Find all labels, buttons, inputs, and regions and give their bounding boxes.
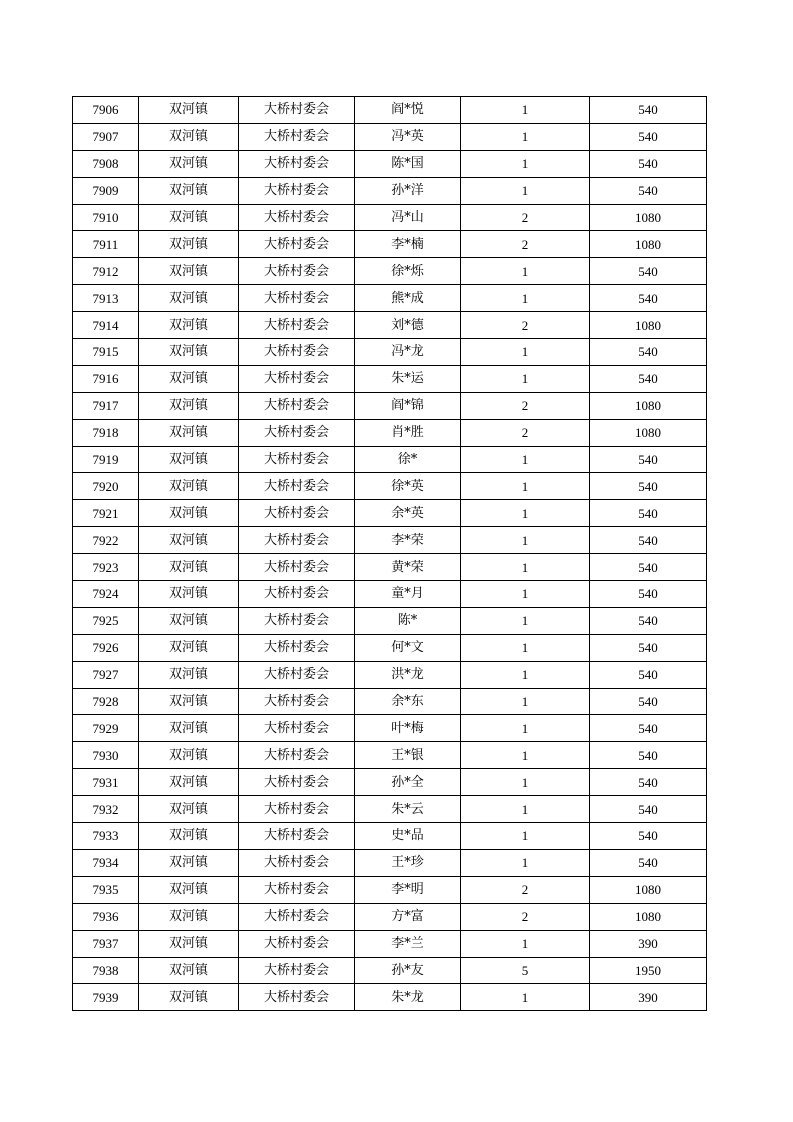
cell-person-count: 1 bbox=[461, 339, 590, 366]
cell-person-count: 2 bbox=[461, 419, 590, 446]
cell-person-count: 1 bbox=[461, 688, 590, 715]
table-row bbox=[73, 823, 707, 850]
cell-person-count: 2 bbox=[461, 392, 590, 419]
cell-person-count: 1 bbox=[461, 849, 590, 876]
cell-person-count: 1 bbox=[461, 365, 590, 392]
cell-person-count: 1 bbox=[461, 742, 590, 769]
cell-person-name: 洪*龙 bbox=[355, 661, 461, 688]
cell-town: 双河镇 bbox=[139, 769, 239, 796]
cell-amount: 540 bbox=[590, 339, 707, 366]
cell-serial-number: 7921 bbox=[73, 500, 139, 527]
table-row bbox=[73, 581, 707, 608]
cell-amount: 540 bbox=[590, 849, 707, 876]
cell-person-name: 肖*胜 bbox=[355, 419, 461, 446]
cell-person-name: 徐*英 bbox=[355, 473, 461, 500]
cell-serial-number: 7937 bbox=[73, 930, 139, 957]
cell-person-name: 熊*成 bbox=[355, 285, 461, 312]
cell-person-name: 孙*友 bbox=[355, 957, 461, 984]
cell-person-name: 孙*全 bbox=[355, 769, 461, 796]
cell-person-name: 刘*德 bbox=[355, 312, 461, 339]
cell-village-committee: 大桥村委会 bbox=[239, 312, 355, 339]
cell-serial-number: 7908 bbox=[73, 150, 139, 177]
cell-village-committee: 大桥村委会 bbox=[239, 688, 355, 715]
cell-serial-number: 7929 bbox=[73, 715, 139, 742]
table-row bbox=[73, 661, 707, 688]
cell-amount: 1080 bbox=[590, 419, 707, 446]
cell-amount: 1080 bbox=[590, 392, 707, 419]
cell-village-committee: 大桥村委会 bbox=[239, 849, 355, 876]
table-row bbox=[73, 903, 707, 930]
cell-serial-number: 7910 bbox=[73, 204, 139, 231]
cell-amount: 540 bbox=[590, 150, 707, 177]
cell-town: 双河镇 bbox=[139, 123, 239, 150]
cell-amount: 540 bbox=[590, 661, 707, 688]
cell-village-committee: 大桥村委会 bbox=[239, 258, 355, 285]
cell-person-name: 何*文 bbox=[355, 634, 461, 661]
cell-town: 双河镇 bbox=[139, 231, 239, 258]
cell-amount: 540 bbox=[590, 796, 707, 823]
cell-person-count: 1 bbox=[461, 500, 590, 527]
cell-person-name: 童*月 bbox=[355, 581, 461, 608]
cell-amount: 540 bbox=[590, 258, 707, 285]
cell-amount: 1080 bbox=[590, 312, 707, 339]
cell-town: 双河镇 bbox=[139, 419, 239, 446]
table-row bbox=[73, 204, 707, 231]
cell-village-committee: 大桥村委会 bbox=[239, 97, 355, 124]
cell-town: 双河镇 bbox=[139, 258, 239, 285]
cell-village-committee: 大桥村委会 bbox=[239, 419, 355, 446]
cell-person-count: 1 bbox=[461, 634, 590, 661]
cell-town: 双河镇 bbox=[139, 849, 239, 876]
cell-village-committee: 大桥村委会 bbox=[239, 634, 355, 661]
cell-person-name: 李*楠 bbox=[355, 231, 461, 258]
cell-town: 双河镇 bbox=[139, 984, 239, 1011]
cell-village-committee: 大桥村委会 bbox=[239, 742, 355, 769]
cell-town: 双河镇 bbox=[139, 365, 239, 392]
cell-person-count: 1 bbox=[461, 177, 590, 204]
cell-village-committee: 大桥村委会 bbox=[239, 231, 355, 258]
cell-person-count: 2 bbox=[461, 231, 590, 258]
cell-village-committee: 大桥村委会 bbox=[239, 339, 355, 366]
cell-town: 双河镇 bbox=[139, 661, 239, 688]
cell-town: 双河镇 bbox=[139, 177, 239, 204]
cell-serial-number: 7934 bbox=[73, 849, 139, 876]
cell-village-committee: 大桥村委会 bbox=[239, 527, 355, 554]
cell-person-count: 1 bbox=[461, 150, 590, 177]
table-row bbox=[73, 769, 707, 796]
cell-serial-number: 7918 bbox=[73, 419, 139, 446]
cell-town: 双河镇 bbox=[139, 473, 239, 500]
cell-person-count: 2 bbox=[461, 876, 590, 903]
cell-serial-number: 7907 bbox=[73, 123, 139, 150]
table-row bbox=[73, 742, 707, 769]
cell-amount: 540 bbox=[590, 715, 707, 742]
cell-amount: 540 bbox=[590, 446, 707, 473]
cell-person-count: 1 bbox=[461, 446, 590, 473]
cell-serial-number: 7913 bbox=[73, 285, 139, 312]
cell-serial-number: 7927 bbox=[73, 661, 139, 688]
cell-person-count: 1 bbox=[461, 661, 590, 688]
cell-serial-number: 7931 bbox=[73, 769, 139, 796]
cell-town: 双河镇 bbox=[139, 876, 239, 903]
cell-town: 双河镇 bbox=[139, 581, 239, 608]
table-row bbox=[73, 285, 707, 312]
cell-town: 双河镇 bbox=[139, 742, 239, 769]
cell-town: 双河镇 bbox=[139, 823, 239, 850]
cell-serial-number: 7909 bbox=[73, 177, 139, 204]
table-row bbox=[73, 123, 707, 150]
cell-person-count: 2 bbox=[461, 204, 590, 231]
cell-serial-number: 7938 bbox=[73, 957, 139, 984]
cell-town: 双河镇 bbox=[139, 957, 239, 984]
cell-person-count: 1 bbox=[461, 554, 590, 581]
table-row bbox=[73, 365, 707, 392]
cell-amount: 540 bbox=[590, 769, 707, 796]
table-row bbox=[73, 634, 707, 661]
table-row bbox=[73, 607, 707, 634]
cell-person-count: 1 bbox=[461, 607, 590, 634]
cell-person-name: 徐* bbox=[355, 446, 461, 473]
table-row bbox=[73, 258, 707, 285]
cell-person-count: 1 bbox=[461, 769, 590, 796]
cell-town: 双河镇 bbox=[139, 500, 239, 527]
cell-serial-number: 7926 bbox=[73, 634, 139, 661]
table-row bbox=[73, 688, 707, 715]
table-row bbox=[73, 796, 707, 823]
cell-serial-number: 7933 bbox=[73, 823, 139, 850]
cell-serial-number: 7917 bbox=[73, 392, 139, 419]
cell-serial-number: 7936 bbox=[73, 903, 139, 930]
cell-town: 双河镇 bbox=[139, 204, 239, 231]
cell-serial-number: 7920 bbox=[73, 473, 139, 500]
cell-person-count: 1 bbox=[461, 715, 590, 742]
cell-village-committee: 大桥村委会 bbox=[239, 446, 355, 473]
cell-person-count: 2 bbox=[461, 903, 590, 930]
cell-town: 双河镇 bbox=[139, 285, 239, 312]
cell-person-count: 1 bbox=[461, 473, 590, 500]
cell-person-name: 徐*烁 bbox=[355, 258, 461, 285]
table-row bbox=[73, 446, 707, 473]
table-row bbox=[73, 392, 707, 419]
cell-village-committee: 大桥村委会 bbox=[239, 473, 355, 500]
cell-village-committee: 大桥村委会 bbox=[239, 769, 355, 796]
cell-person-name: 孙*洋 bbox=[355, 177, 461, 204]
table-row bbox=[73, 849, 707, 876]
cell-village-committee: 大桥村委会 bbox=[239, 823, 355, 850]
cell-town: 双河镇 bbox=[139, 392, 239, 419]
cell-person-name: 黄*荣 bbox=[355, 554, 461, 581]
cell-amount: 540 bbox=[590, 742, 707, 769]
cell-person-name: 朱*龙 bbox=[355, 984, 461, 1011]
table-row bbox=[73, 177, 707, 204]
cell-serial-number: 7924 bbox=[73, 581, 139, 608]
cell-person-name: 陈*国 bbox=[355, 150, 461, 177]
cell-person-name: 叶*梅 bbox=[355, 715, 461, 742]
cell-person-name: 阎*悦 bbox=[355, 97, 461, 124]
cell-amount: 540 bbox=[590, 554, 707, 581]
table-row bbox=[73, 984, 707, 1011]
cell-amount: 1080 bbox=[590, 876, 707, 903]
cell-person-name: 陈* bbox=[355, 607, 461, 634]
cell-person-name: 史*品 bbox=[355, 823, 461, 850]
table-row bbox=[73, 715, 707, 742]
cell-serial-number: 7932 bbox=[73, 796, 139, 823]
cell-person-count: 1 bbox=[461, 796, 590, 823]
cell-town: 双河镇 bbox=[139, 903, 239, 930]
cell-amount: 540 bbox=[590, 123, 707, 150]
cell-serial-number: 7915 bbox=[73, 339, 139, 366]
cell-town: 双河镇 bbox=[139, 312, 239, 339]
table-row bbox=[73, 527, 707, 554]
cell-serial-number: 7922 bbox=[73, 527, 139, 554]
cell-person-count: 2 bbox=[461, 312, 590, 339]
cell-serial-number: 7914 bbox=[73, 312, 139, 339]
cell-amount: 540 bbox=[590, 823, 707, 850]
cell-person-name: 阎*锦 bbox=[355, 392, 461, 419]
table-row bbox=[73, 97, 707, 124]
cell-person-count: 5 bbox=[461, 957, 590, 984]
cell-village-committee: 大桥村委会 bbox=[239, 715, 355, 742]
table-row bbox=[73, 150, 707, 177]
cell-person-name: 方*富 bbox=[355, 903, 461, 930]
cell-person-count: 1 bbox=[461, 123, 590, 150]
cell-village-committee: 大桥村委会 bbox=[239, 661, 355, 688]
cell-amount: 540 bbox=[590, 177, 707, 204]
cell-person-name: 冯*山 bbox=[355, 204, 461, 231]
cell-town: 双河镇 bbox=[139, 339, 239, 366]
cell-village-committee: 大桥村委会 bbox=[239, 204, 355, 231]
cell-amount: 540 bbox=[590, 285, 707, 312]
cell-serial-number: 7925 bbox=[73, 607, 139, 634]
cell-town: 双河镇 bbox=[139, 527, 239, 554]
cell-amount: 540 bbox=[590, 473, 707, 500]
cell-person-name: 王*珍 bbox=[355, 849, 461, 876]
cell-amount: 540 bbox=[590, 500, 707, 527]
table-row bbox=[73, 312, 707, 339]
cell-person-count: 1 bbox=[461, 984, 590, 1011]
cell-village-committee: 大桥村委会 bbox=[239, 150, 355, 177]
cell-person-name: 余*东 bbox=[355, 688, 461, 715]
cell-village-committee: 大桥村委会 bbox=[239, 796, 355, 823]
cell-amount: 390 bbox=[590, 984, 707, 1011]
cell-village-committee: 大桥村委会 bbox=[239, 930, 355, 957]
cell-serial-number: 7930 bbox=[73, 742, 139, 769]
cell-town: 双河镇 bbox=[139, 715, 239, 742]
cell-serial-number: 7911 bbox=[73, 231, 139, 258]
cell-amount: 390 bbox=[590, 930, 707, 957]
cell-serial-number: 7928 bbox=[73, 688, 139, 715]
cell-village-committee: 大桥村委会 bbox=[239, 392, 355, 419]
cell-town: 双河镇 bbox=[139, 796, 239, 823]
cell-serial-number: 7916 bbox=[73, 365, 139, 392]
cell-serial-number: 7935 bbox=[73, 876, 139, 903]
cell-town: 双河镇 bbox=[139, 554, 239, 581]
subsidy-roster-table bbox=[72, 96, 707, 1011]
cell-amount: 540 bbox=[590, 365, 707, 392]
table-row bbox=[73, 500, 707, 527]
cell-person-name: 李*兰 bbox=[355, 930, 461, 957]
cell-person-name: 李*明 bbox=[355, 876, 461, 903]
cell-town: 双河镇 bbox=[139, 446, 239, 473]
cell-amount: 1950 bbox=[590, 957, 707, 984]
table-row bbox=[73, 339, 707, 366]
cell-town: 双河镇 bbox=[139, 607, 239, 634]
cell-village-committee: 大桥村委会 bbox=[239, 957, 355, 984]
cell-village-committee: 大桥村委会 bbox=[239, 177, 355, 204]
table-row bbox=[73, 930, 707, 957]
cell-village-committee: 大桥村委会 bbox=[239, 285, 355, 312]
cell-village-committee: 大桥村委会 bbox=[239, 984, 355, 1011]
cell-village-committee: 大桥村委会 bbox=[239, 903, 355, 930]
cell-town: 双河镇 bbox=[139, 634, 239, 661]
cell-amount: 540 bbox=[590, 527, 707, 554]
cell-person-count: 1 bbox=[461, 823, 590, 850]
table-body bbox=[73, 97, 707, 1011]
cell-person-name: 王*银 bbox=[355, 742, 461, 769]
cell-person-count: 1 bbox=[461, 258, 590, 285]
cell-town: 双河镇 bbox=[139, 930, 239, 957]
cell-person-count: 1 bbox=[461, 930, 590, 957]
cell-serial-number: 7939 bbox=[73, 984, 139, 1011]
cell-village-committee: 大桥村委会 bbox=[239, 554, 355, 581]
cell-village-committee: 大桥村委会 bbox=[239, 365, 355, 392]
cell-village-committee: 大桥村委会 bbox=[239, 581, 355, 608]
table-row bbox=[73, 957, 707, 984]
cell-person-count: 1 bbox=[461, 285, 590, 312]
table-row bbox=[73, 554, 707, 581]
cell-amount: 1080 bbox=[590, 231, 707, 258]
cell-serial-number: 7923 bbox=[73, 554, 139, 581]
cell-village-committee: 大桥村委会 bbox=[239, 123, 355, 150]
cell-person-count: 1 bbox=[461, 581, 590, 608]
table-row bbox=[73, 231, 707, 258]
cell-serial-number: 7919 bbox=[73, 446, 139, 473]
cell-village-committee: 大桥村委会 bbox=[239, 500, 355, 527]
cell-village-committee: 大桥村委会 bbox=[239, 607, 355, 634]
cell-serial-number: 7912 bbox=[73, 258, 139, 285]
cell-amount: 540 bbox=[590, 634, 707, 661]
cell-serial-number: 7906 bbox=[73, 97, 139, 124]
cell-amount: 1080 bbox=[590, 204, 707, 231]
cell-person-count: 1 bbox=[461, 97, 590, 124]
cell-person-name: 余*英 bbox=[355, 500, 461, 527]
cell-town: 双河镇 bbox=[139, 97, 239, 124]
cell-amount: 1080 bbox=[590, 903, 707, 930]
cell-person-name: 冯*龙 bbox=[355, 339, 461, 366]
cell-person-name: 朱*云 bbox=[355, 796, 461, 823]
table-row bbox=[73, 419, 707, 446]
cell-town: 双河镇 bbox=[139, 688, 239, 715]
cell-person-name: 冯*英 bbox=[355, 123, 461, 150]
cell-village-committee: 大桥村委会 bbox=[239, 876, 355, 903]
cell-person-count: 1 bbox=[461, 527, 590, 554]
cell-amount: 540 bbox=[590, 607, 707, 634]
table-row bbox=[73, 876, 707, 903]
cell-person-name: 李*荣 bbox=[355, 527, 461, 554]
table-row bbox=[73, 473, 707, 500]
cell-person-name: 朱*运 bbox=[355, 365, 461, 392]
cell-amount: 540 bbox=[590, 688, 707, 715]
cell-amount: 540 bbox=[590, 97, 707, 124]
cell-town: 双河镇 bbox=[139, 150, 239, 177]
cell-amount: 540 bbox=[590, 581, 707, 608]
